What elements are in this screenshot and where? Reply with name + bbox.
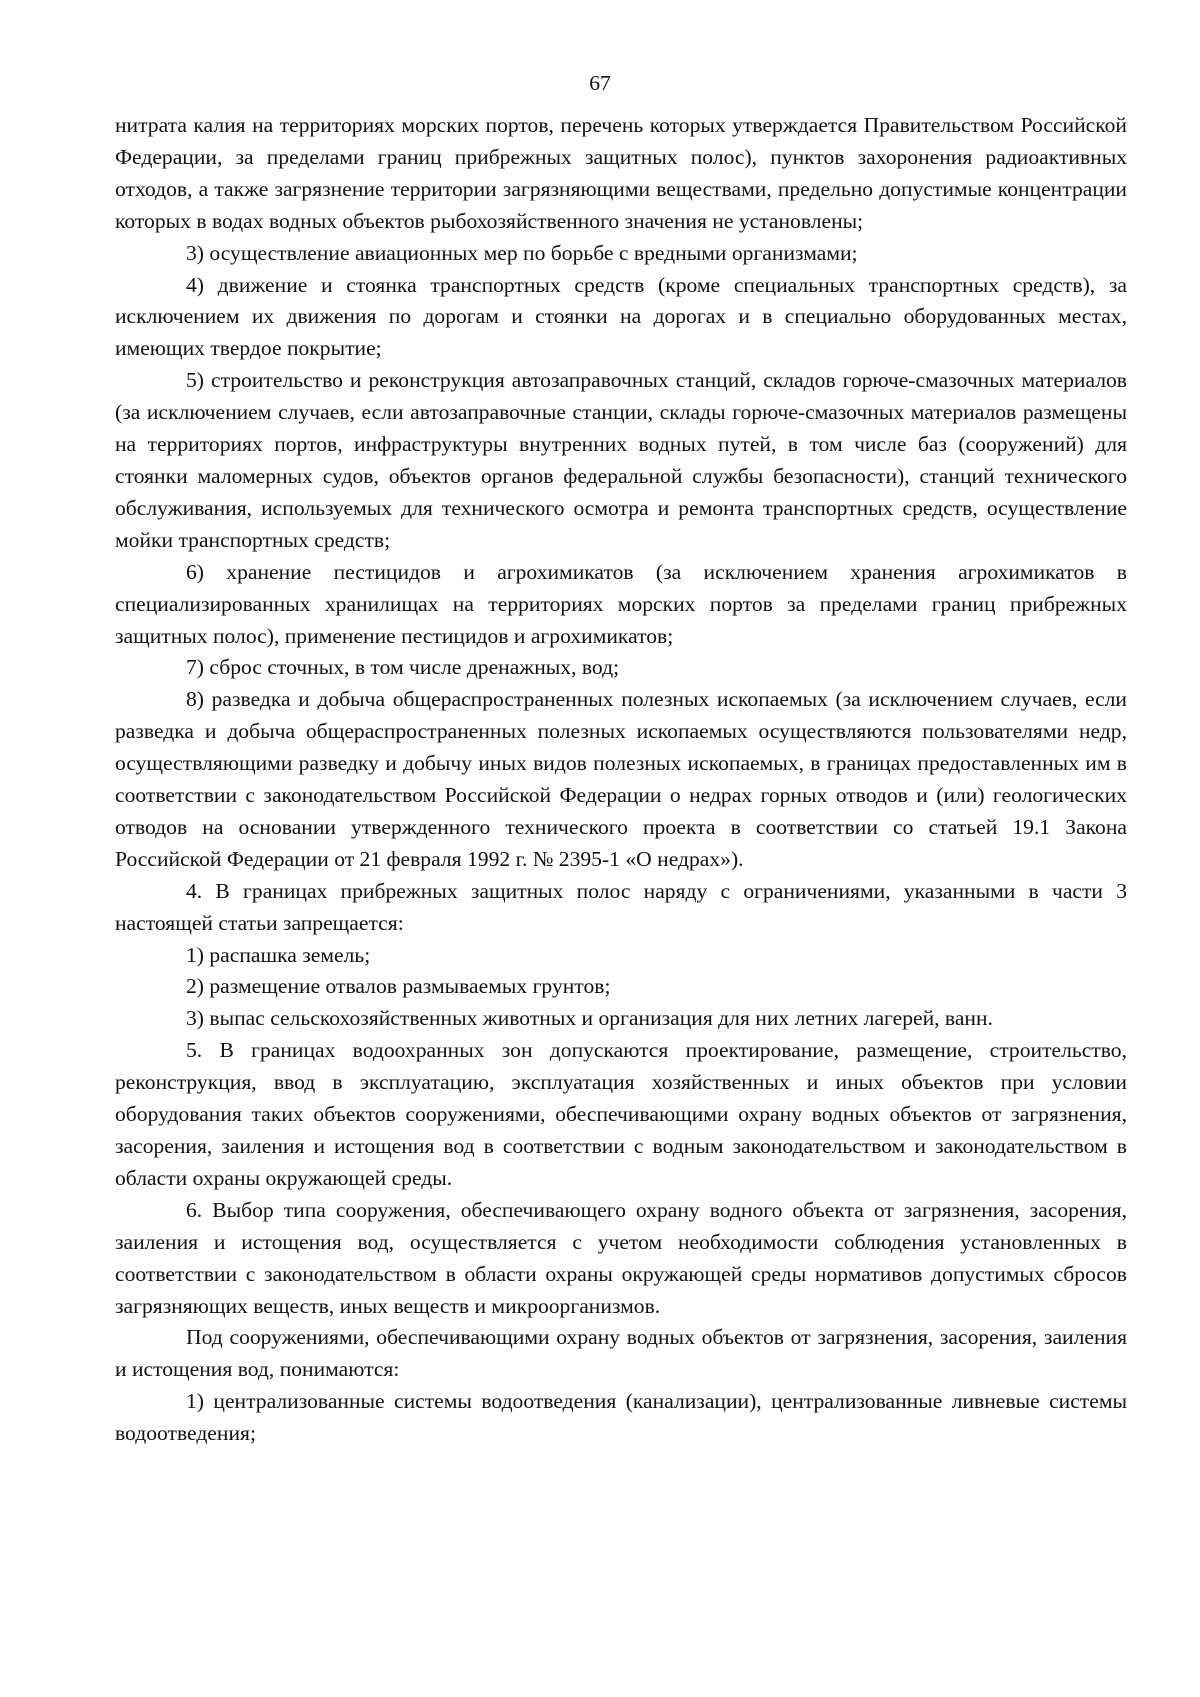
paragraph: 8) разведка и добыча общераспространенных полезных ископаемых (за исключением случаев, если разведка и добыча общераспространенных полезных ископаемых осуществляются пользователями недр, осуществляющими разведку и добычу иных видов полезных ископаемых, в границах предоставленных им в соответствии с законодательством Российской Федерации о недрах горных отводов и (или) геологических отводов на основании утвержденного технического проекта в соответствии со статьей 19.1 Закона Российской Федерации от 21 февраля 1992 г. № 2395-1 «О недрах»).: [115, 687, 1127, 871]
document-body: [115, 110, 1127, 1450]
paragraph: 6. Выбор типа сооружения, обеспечивающего охрану водного объекта от загрязнения, засорения, заиления и истощения вод, осуществляется с учетом необходимости соблюдения установленных в соответствии с законодательством в области охраны окружающей среды нормативов допустимых сбросов загрязняющих веществ, иных веществ и микроорганизмов.: [115, 1197, 1127, 1318]
paragraph: 2) размещение отвалов размываемых грунтов;: [186, 974, 611, 999]
paragraph: 3) выпас сельскохозяйственных животных и организация для них летних лагерей, ванн.: [186, 1006, 993, 1031]
paragraph: 1) централизованные системы водоотведения (канализации), централизованные ливневые системы водоотведения;: [115, 1389, 1127, 1446]
paragraph: 4) движение и стоянка транспортных средств (кроме специальных транспортных средств), за исключением их движения по дорогам и стоянки на дорогах и в специально оборудованных местах, имеющих твердое покрытие;: [115, 272, 1127, 361]
paragraph: 7) сброс сточных, в том числе дренажных, вод;: [186, 655, 620, 680]
paragraph: нитрата калия на территориях морских портов, перечень которых утверждается Правительством Российской Федерации, за пределами границ прибрежных защитных полос), пунктов захоронения радиоактивных отходов, а также загрязнение территории загрязняющими веществами, предельно допустимые концентрации которых в водах водных объектов рыбохозяйственного значения не установлены;: [115, 113, 1127, 233]
paragraph: Под сооружениями, обеспечивающими охрану водных объектов от загрязнения, засорения, заиления и истощения вод, понимаются:: [115, 1325, 1127, 1382]
paragraph: 5. В границах водоохранных зон допускаются проектирование, размещение, строительство, реконструкция, ввод в эксплуатацию, эксплуатация хозяйственных и иных объектов при условии оборудования таких объектов сооружениями, обеспечивающими охрану водных объектов от загрязнения, засорения, заиления и истощения вод в соответствии с водным законодательством и законодательством в области охраны окружающей среды.: [115, 1038, 1127, 1190]
paragraph: 1) распашка земель;: [186, 942, 371, 967]
paragraph: 5) строительство и реконструкция автозаправочных станций, складов горюче-смазочных материалов (за исключением случаев, если автозаправочные станции, склады горюче-смазочных материалов размещены на территориях портов, инфраструктуры внутренних водных путей, в том числе баз (сооружений) для стоянки маломерных судов, объектов органов федеральной службы безопасности), станций технического обслуживания, используемых для технического осмотра и ремонта транспортных средств, осуществление мойки транспортных средств;: [115, 368, 1127, 552]
page-number: 67: [589, 71, 611, 95]
paragraph: 3) осуществление авиационных мер по борьбе с вредными организмами;: [186, 240, 858, 265]
paragraph: 6) хранение пестицидов и агрохимикатов (за исключением хранения агрохимикатов в специализированных хранилищах на территориях морских портов за пределами границ прибрежных защитных полос), применение пестицидов и агрохимикатов;: [115, 559, 1127, 648]
paragraph: 4. В границах прибрежных защитных полос наряду с ограничениями, указанными в части 3 настоящей статьи запрещается:: [115, 878, 1127, 935]
